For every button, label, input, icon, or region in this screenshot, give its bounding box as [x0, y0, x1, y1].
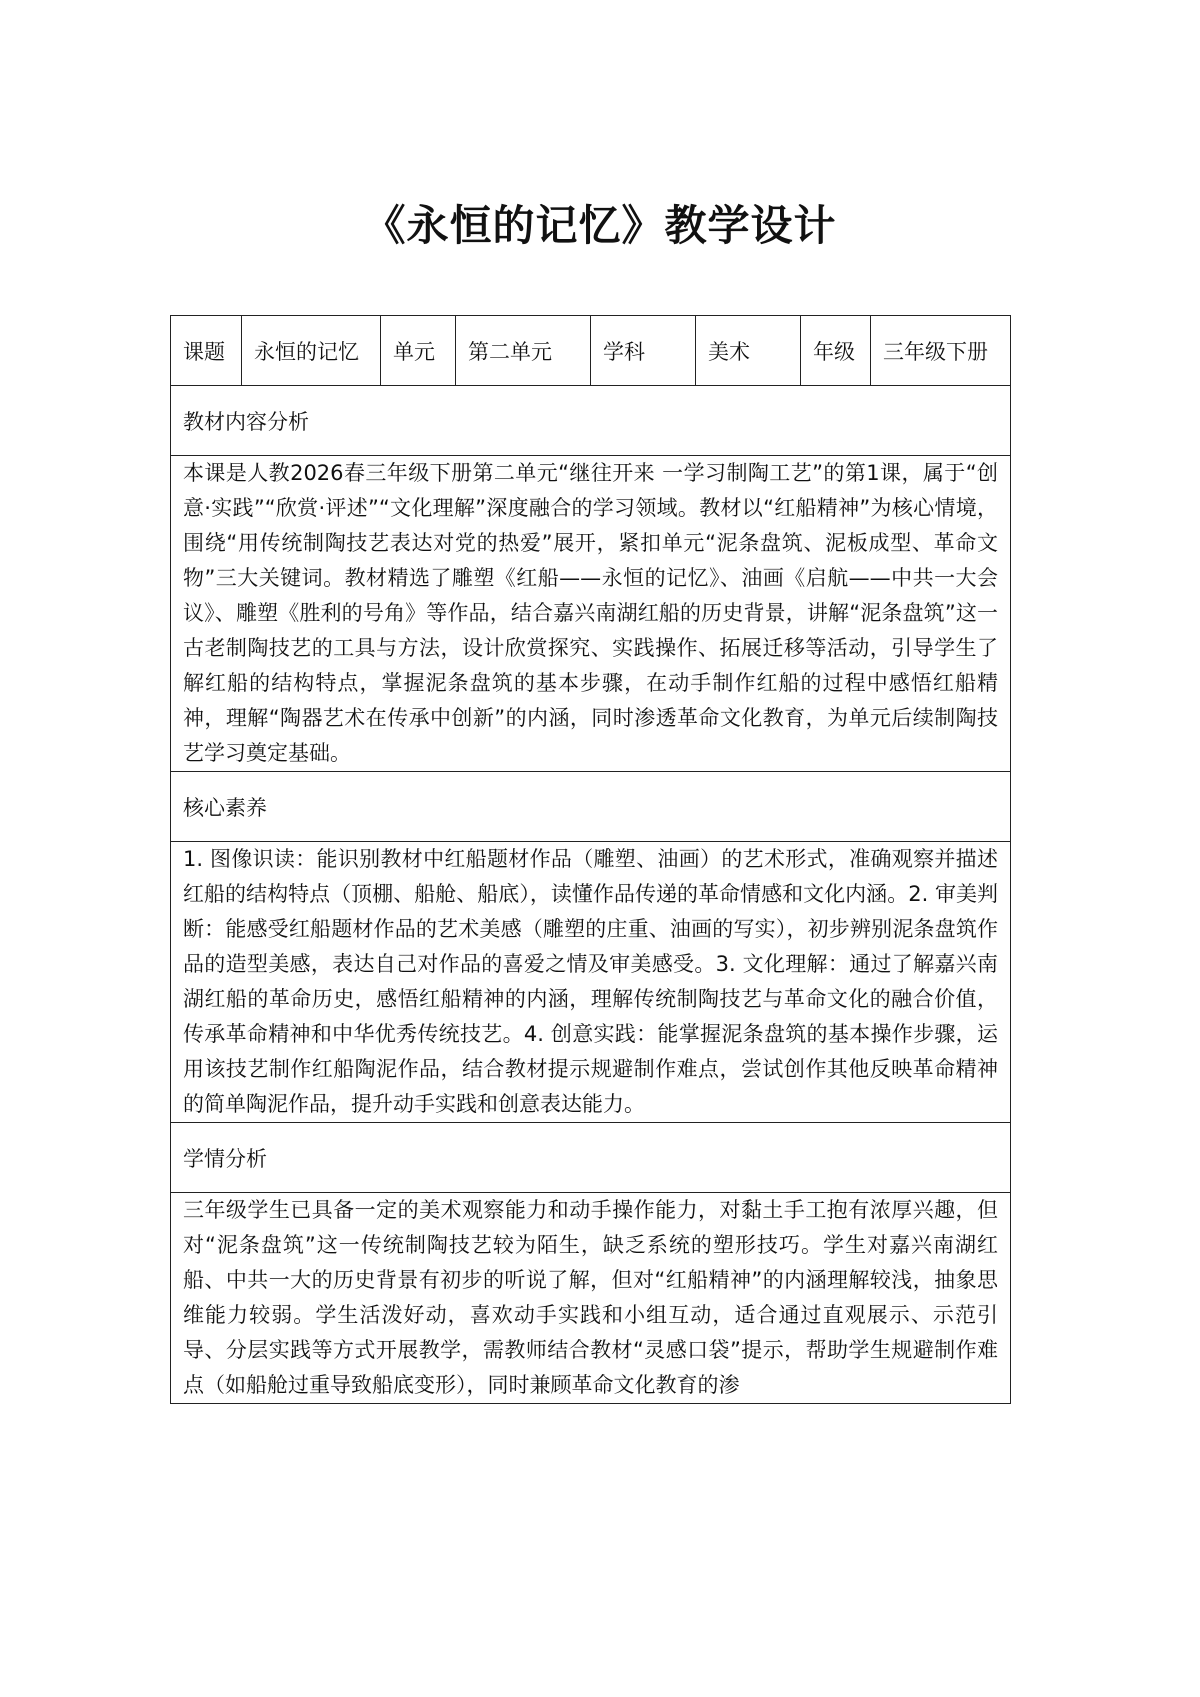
section-body-student-analysis: 三年级学生已具备一定的美术观察能力和动手操作能力，对黏土手工抱有浓厚兴趣，但对“泥条盘筑”这一传统制陶技艺较为陌生，缺乏系统的塑形技巧。学生对嘉兴南湖红船、中共一大的历史背景有初步的听说了解，但对“红船精神”的内涵理解较浅，抽象思维能力较弱。学生活泼好动，喜欢动手实践和小组互动，适合通过直观展示、示范引导、分层实践等方式开展教学，需教师结合教材“灵感口袋”提示，帮助学生规避制作难点（如船舱过重导致船底变形），同时兼顾革命文化教育的渗 — [171, 1193, 1011, 1404]
grade-value: 三年级下册 — [871, 316, 1011, 386]
section-body-textbook-analysis: 本课是人教2026春三年级下册第二单元“继往开来 一学习制陶工艺”的第1课，属于“创意·实践”“欣赏·评述”“文化理解”深度融合的学习领域。教材以“红船精神”为核心情境，围绕“用传统制陶技艺表达对党的热爱”展开，紧扣单元“泥条盘筑、泥板成型、革命文物”三大关键词。教材精选了雕塑《红船——永恒的记忆》、油画《启航——中共一大会议》、雕塑《胜利的号角》等作品，结合嘉兴南湖红船的历史背景，讲解“泥条盘筑”这一古老制陶技艺的工具与方法，设计欣赏探究、实践操作、拓展迁移等活动，引导学生了解红船的结构特点，掌握泥条盘筑的基本步骤，在动手制作红船的过程中感悟红船精神，理解“陶器艺术在传承中创新”的内涵，同时渗透革命文化教育，为单元后续制陶技艺学习奠定基础。 — [171, 456, 1011, 772]
topic-label: 课题 — [171, 316, 242, 386]
subject-value: 美术 — [696, 316, 801, 386]
info-row — [171, 316, 1011, 386]
unit-label: 单元 — [381, 316, 456, 386]
section-heading-student-analysis: 学情分析 — [171, 1123, 1011, 1193]
lesson-plan-table — [170, 315, 1011, 1404]
section-heading-row — [171, 1123, 1011, 1193]
topic-value: 永恒的记忆 — [242, 316, 381, 386]
grade-label: 年级 — [801, 316, 871, 386]
page-title: 《永恒的记忆》教学设计 — [363, 201, 837, 250]
section-heading-row — [171, 386, 1011, 456]
section-body-core-literacy: 1. 图像识读：能识别教材中红船题材作品（雕塑、油画）的艺术形式，准确观察并描述红船的结构特点（顶棚、船舱、船底），读懂作品传递的革命情感和文化内涵。2. 审美判断：能感受红船题材作品的艺术美感（雕塑的庄重、油画的写实），初步辨别泥条盘筑作品的造型美感，表达自己对作品的喜爱之情及审美感受。3. 文化理解：通过了解嘉兴南湖红船的革命历史，感悟红船精神的内涵，理解传统制陶技艺与革命文化的融合价值，传承革命精神和中华优秀传统技艺。4. 创意实践：能掌握泥条盘筑的基本操作步骤，运用该技艺制作红船陶泥作品，结合教材提示规避制作难点，尝试创作其他反映革命精神的简单陶泥作品，提升动手实践和创意表达能力。 — [171, 842, 1011, 1123]
section-heading-textbook-analysis: 教材内容分析 — [171, 386, 1011, 456]
section-heading-core-literacy: 核心素养 — [171, 772, 1011, 842]
unit-value: 第二单元 — [456, 316, 591, 386]
section-heading-row — [171, 772, 1011, 842]
section-body-row — [171, 456, 1011, 772]
subject-label: 学科 — [591, 316, 696, 386]
section-body-row — [171, 1193, 1011, 1404]
section-body-row — [171, 842, 1011, 1123]
